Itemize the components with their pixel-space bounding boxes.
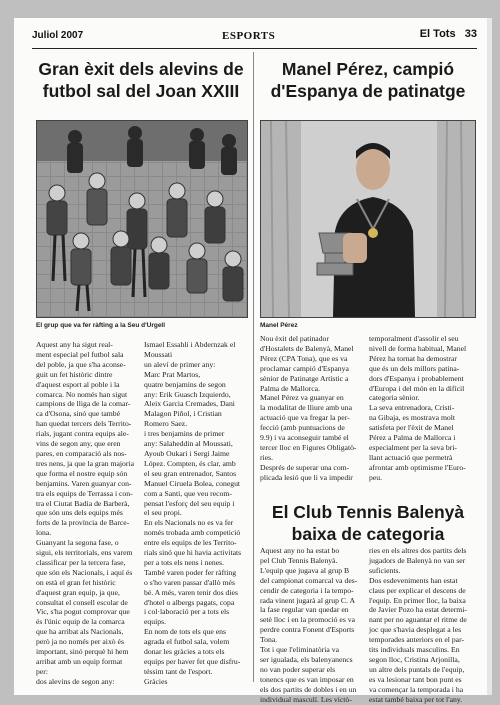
- article1-photo: [36, 120, 248, 318]
- newspaper-page: [14, 18, 492, 704]
- article1-headline: Gran èxit dels alevins de futbol sal del Joan XXIII: [38, 59, 244, 101]
- header-brand: El Tots: [419, 28, 456, 40]
- article1-column-2: Ismael Essahli i Abdernzak el Moussati un aleví de primer any: Marc Prat Martos, quatre benjamins de segon any: Erik Guasch Izquierdo, Aleix Garcia Cremades, Dani Malagon Piñol, i Cristian Romero Saez. i tres benjamins de primer any: Salaheddin al Moussati, Ayoub Oukari i Sergi Jaime López. Compten, és clar, amb el seu gran entrenador, Santos Manuel Ciruela Bolea, conegut com a Santi, que veu recom- pensat l'esforç del seu equip i el seu propi. En els Nacionals no es va fer només trobada amb competició entre els equips de les Territo- rials sinó que hi havia activitats per a tots els nens i nenes. També varen poder fer ràfting o s'ho varen passar d'allò més bé. A més, varen tenir dos dies d'hotel o albergs pagats, copa i col·laboració per a tots els equips. En nom de tots els que ens agrada el futbol sala, volem donar les gràcies a tots els equips per haver fet que disfru- téssim tant de l'esport. Gràcies: [144, 340, 242, 686]
- header-date: Juliol 2007: [32, 30, 84, 41]
- article2-column-1: Nou èxit del patinador d'Hostalets de Balenyà, Manel Pérez (CPA Tona), que es va proclamar campió d'Espanya sènior de Patinatge Artístic a Palma de Mallorca. Manel Pérez va guanyar en la modalitat de lliure amb una actuació que va fregar la per- fecció (amb puntuacions de 9.9) i va aconseguir també el tercer lloc en Figures Obligatò- ries. Després de superar una com- plicada lesió que li va impedir: [260, 334, 357, 482]
- article2-photo: [260, 120, 476, 318]
- article2-caption: Manel Pérez: [260, 322, 298, 329]
- article2-headline: Manel Pérez, campió d'Espanya de patinatge: [270, 59, 466, 101]
- group-rafting-photo: [37, 121, 247, 317]
- article2-column-2: temporalment d'assolir el seu nivell de forma habitual, Manel Pérez ha tornat ha demostrar que és un dels millors patina- dors d'Espanya i probablement d'Europa i del món en la difícil categoria sènior. La seva entrenadora, Cristi- na Gibaja, es mostrava molt satisfeta per l'èxit de Manel Pérez a Palma de Mallorca i especialment per la seva bri- llant actuació que permetrà afrontar amb optimisme l'Euro- peu.: [369, 334, 467, 482]
- header-section: ESPORTS: [222, 30, 276, 42]
- header-brand-page: [420, 28, 477, 40]
- page-header: [32, 28, 477, 44]
- article1-column-1: Aquest any ha sigut real- ment especial pel futbol sala del poble, ja que s'ha aconse- guit un fet històric dintre d'aquest esport al poble i la comarca. No només han sigut campions de lliga de la comar- ca d'Osona, sinó que també han quedat tercers dels Territo- rials, jugant contra equips ale- vins de segon any, que eren pares, en comparació als nos- tres nens, ja que la gran majoria que forma el nostre equip són benjamins. Varen guanyar con- tra els equips de Terrassa i con- tra el Ciutat Badia de Barberà, que són uns dels equips més forts de la província de Barce- lona. Guanyant la segona fase, o sigui, els territorials, ens varem classificar per la tercera fase, que són els Nacionals, i aquí és on està el gran fet històric d'aquest gran equip, ja que, consultat el consell escolar de Vic, s'ha pogut comprovar que és l'únic equip de la comarca que ha arribat als Nacionals, però ja no només per això és important, sinó perquè hi hem arribat amb un equip format per: dos alevins de segon any:: [36, 340, 134, 686]
- column-divider: [253, 52, 254, 682]
- article1-caption: El grup que va fer ràfting a la Seu d'Urgell: [36, 322, 166, 329]
- article3-column-1: Aquest any no ha estat bo pel Club Tennis Balenyà. L'equip que jugava al grup B del campionat comarcal va des- cendir de categoria i la tempo- rada vinent jugarà al grup C. A la fase regular van quedar en setè lloc i en la promoció es va perdre contra Fonent d'Esports Tona. Tot i que l'eliminatòria va ser igualada, els balenyanencs no van poder superar els tonencs que es van imposar en els dos partits de dobles i en un individual masculí. Les victò-: [260, 546, 358, 704]
- header-page-number: 33: [464, 28, 477, 40]
- article3-column-2: ries en els altres dos partits dels jugadors de Balenyà no van ser suficients. Dos esdeveniments han estat claus per explicar el descens de l'equip. En primer lloc, la baixa de Javier Pozo ha estat determi- nant per no aguantar el ritme de joc que s'havia desplegat a les temporades anteriors en el par- tits individuals masculins. En segon lloc, Cristina Arjonilla, un altre dels puntals de l'equip, es va lesionar tant bon punt es va començar la temporada i ha estat també baixa per tot l'any.: [369, 546, 467, 704]
- article3-headline: El Club Tennis Balenyà baixa de categoria: [271, 502, 465, 544]
- header-rule: [32, 48, 477, 49]
- skater-portrait-photo: [261, 121, 475, 317]
